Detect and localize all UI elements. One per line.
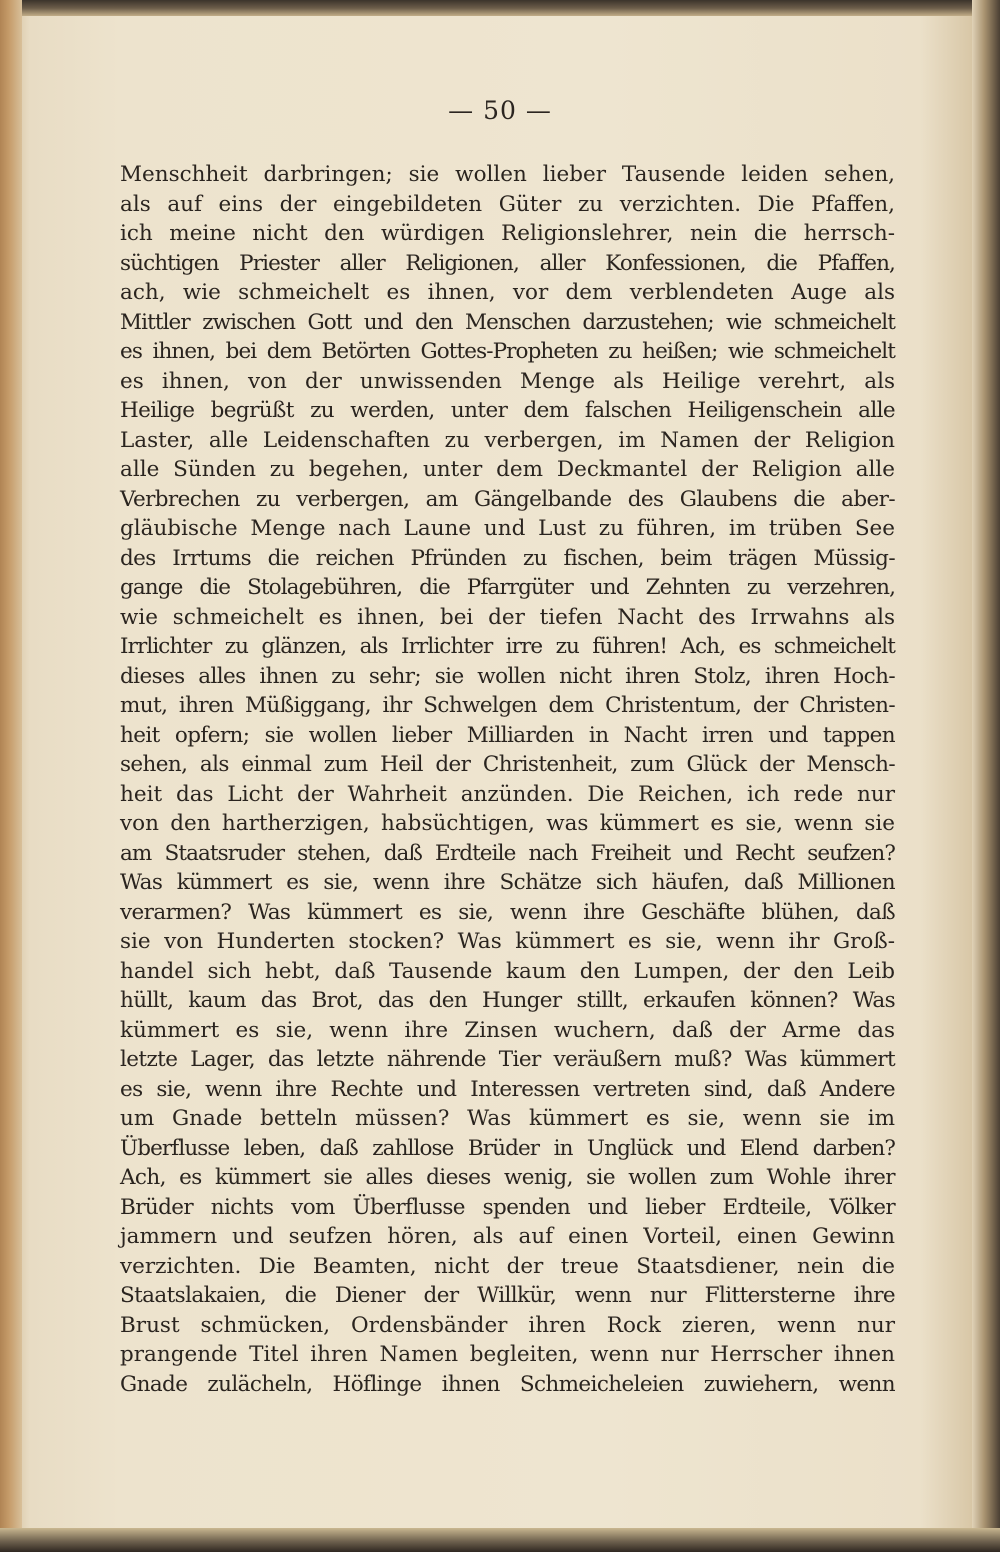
body-text: [120, 160, 895, 1399]
text-line: Irrlichter zu glänzen, als Irrlichter irre zu führen! Ach, es schmeichelt: [120, 634, 895, 659]
page-right-edge: [972, 0, 1000, 1552]
text-line: sehen, als einmal zum Heil der Christenheit, zum Glück der Mensch-: [120, 752, 895, 777]
text-line: gange die Stolagebühren, die Pfarrgüter und Zehnten zu verzehren,: [120, 575, 895, 600]
text-line: Was kümmert es sie, wenn ihre Schätze sich häufen, daß Millionen: [120, 870, 895, 895]
page-top-edge: [0, 0, 1000, 16]
text-line: Ach, es kümmert sie alles dieses wenig, sie wollen zum Wohle ihrer: [120, 1165, 895, 1190]
text-line: verarmen? Was kümmert es sie, wenn ihre Geschäfte blühen, daß: [120, 899, 895, 925]
page-left-edge: [0, 0, 22, 1552]
text-line: Brüder nichts vom Überflusse spenden und lieber Erdteile, Völker: [120, 1194, 895, 1220]
text-line: dieses alles ihnen zu sehr; sie wollen nicht ihren Stolz, ihren Hoch-: [120, 663, 895, 689]
text-line: Heilige begrüßt zu werden, unter dem falschen Heiligenschein alle: [120, 398, 895, 423]
text-line: des Irrtums die reichen Pfründen zu fischen, beim trägen Müssig-: [120, 545, 895, 571]
text-line: am Staatsruder stehen, daß Erdteile nach Freiheit und Recht seufzen?: [120, 840, 895, 866]
text-line: ich meine nicht den würdigen Religionslehrer, nein die herrsch-: [120, 221, 895, 246]
text-line: jammern und seufzen hören, als auf einen Vorteil, einen Gewinn: [120, 1224, 895, 1249]
text-line: Mittler zwischen Gott und den Menschen darzustehen; wie schmeichelt: [120, 309, 895, 335]
text-line: mut, ihren Müßiggang, ihr Schwelgen dem Christentum, der Christen-: [120, 693, 895, 718]
text-line: süchtigen Priester aller Religionen, aller Konfessionen, die Pfaffen,: [120, 250, 895, 276]
text-line: Überflusse leben, daß zahllose Brüder in Unglück und Elend darben?: [120, 1135, 895, 1161]
text-line: Verbrechen zu verbergen, am Gängelbande des Glaubens die aber-: [120, 486, 895, 512]
text-line: Gnade zulächeln, Höflinge ihnen Schmeicheleien zuwiehern, wenn: [120, 1371, 895, 1397]
text-line: es ihnen, von der unwissenden Menge als Heilige verehrt, als: [120, 368, 895, 394]
text-line: heit opfern; sie wollen lieber Milliarden in Nacht irren und tappen: [120, 722, 895, 748]
text-line: hüllt, kaum das Brot, das den Hunger stillt, erkaufen können? Was: [120, 988, 895, 1013]
text-line: sie von Hunderten stocken? Was kümmert es sie, wenn ihr Groß-: [120, 929, 895, 954]
text-line: ach, wie schmeichelt es ihnen, vor dem verblendeten Auge als: [120, 280, 895, 305]
text-line: Staatslakaien, die Diener der Willkür, wenn nur Flittersterne ihre: [120, 1283, 895, 1308]
text-line: letzte Lager, das letzte nährende Tier veräußern muß? Was kümmert: [120, 1047, 895, 1072]
text-line: Laster, alle Leidenschaften zu verbergen, im Namen der Religion: [120, 427, 895, 453]
text-line: Menschheit darbringen; sie wollen lieber Tausende leiden sehen,: [120, 162, 895, 187]
text-line: von den hartherzigen, habsüchtigen, was kümmert es sie, wenn sie: [120, 811, 895, 836]
text-line: gläubische Menge nach Laune und Lust zu führen, im trüben See: [120, 516, 895, 541]
text-line: heit das Licht der Wahrheit anzünden. Die Reichen, ich rede nur: [120, 781, 895, 807]
text-line: wie schmeichelt es ihnen, bei der tiefen Nacht des Irrwahns als: [120, 604, 895, 630]
text-line: alle Sünden zu begehen, unter dem Deckmantel der Religion alle: [120, 457, 895, 482]
text-line: verzichten. Die Beamten, nicht der treue Staatsdiener, nein die: [120, 1253, 895, 1279]
text-line: es sie, wenn ihre Rechte und Interessen vertreten sind, daß Andere: [120, 1076, 895, 1102]
text-line: kümmert es sie, wenn ihre Zinsen wuchern, daß der Arme das: [120, 1017, 895, 1043]
text-line: es ihnen, bei dem Betörten Gottes-Propheten zu heißen; wie schmeichelt: [120, 339, 895, 364]
page-number: — 50 —: [448, 96, 552, 125]
text-line: handel sich hebt, daß Tausende kaum den Lumpen, der den Leib: [120, 958, 895, 984]
text-line: Brust schmücken, Ordensbänder ihren Rock zieren, wenn nur: [120, 1312, 895, 1338]
text-line: prangende Titel ihren Namen begleiten, wenn nur Herrscher ihnen: [120, 1342, 895, 1367]
text-line: um Gnade betteln müssen? Was kümmert es sie, wenn sie im: [120, 1106, 895, 1131]
text-line: als auf eins der eingebildeten Güter zu verzichten. Die Pfaffen,: [120, 191, 895, 217]
page-bottom-edge: [0, 1528, 1000, 1552]
